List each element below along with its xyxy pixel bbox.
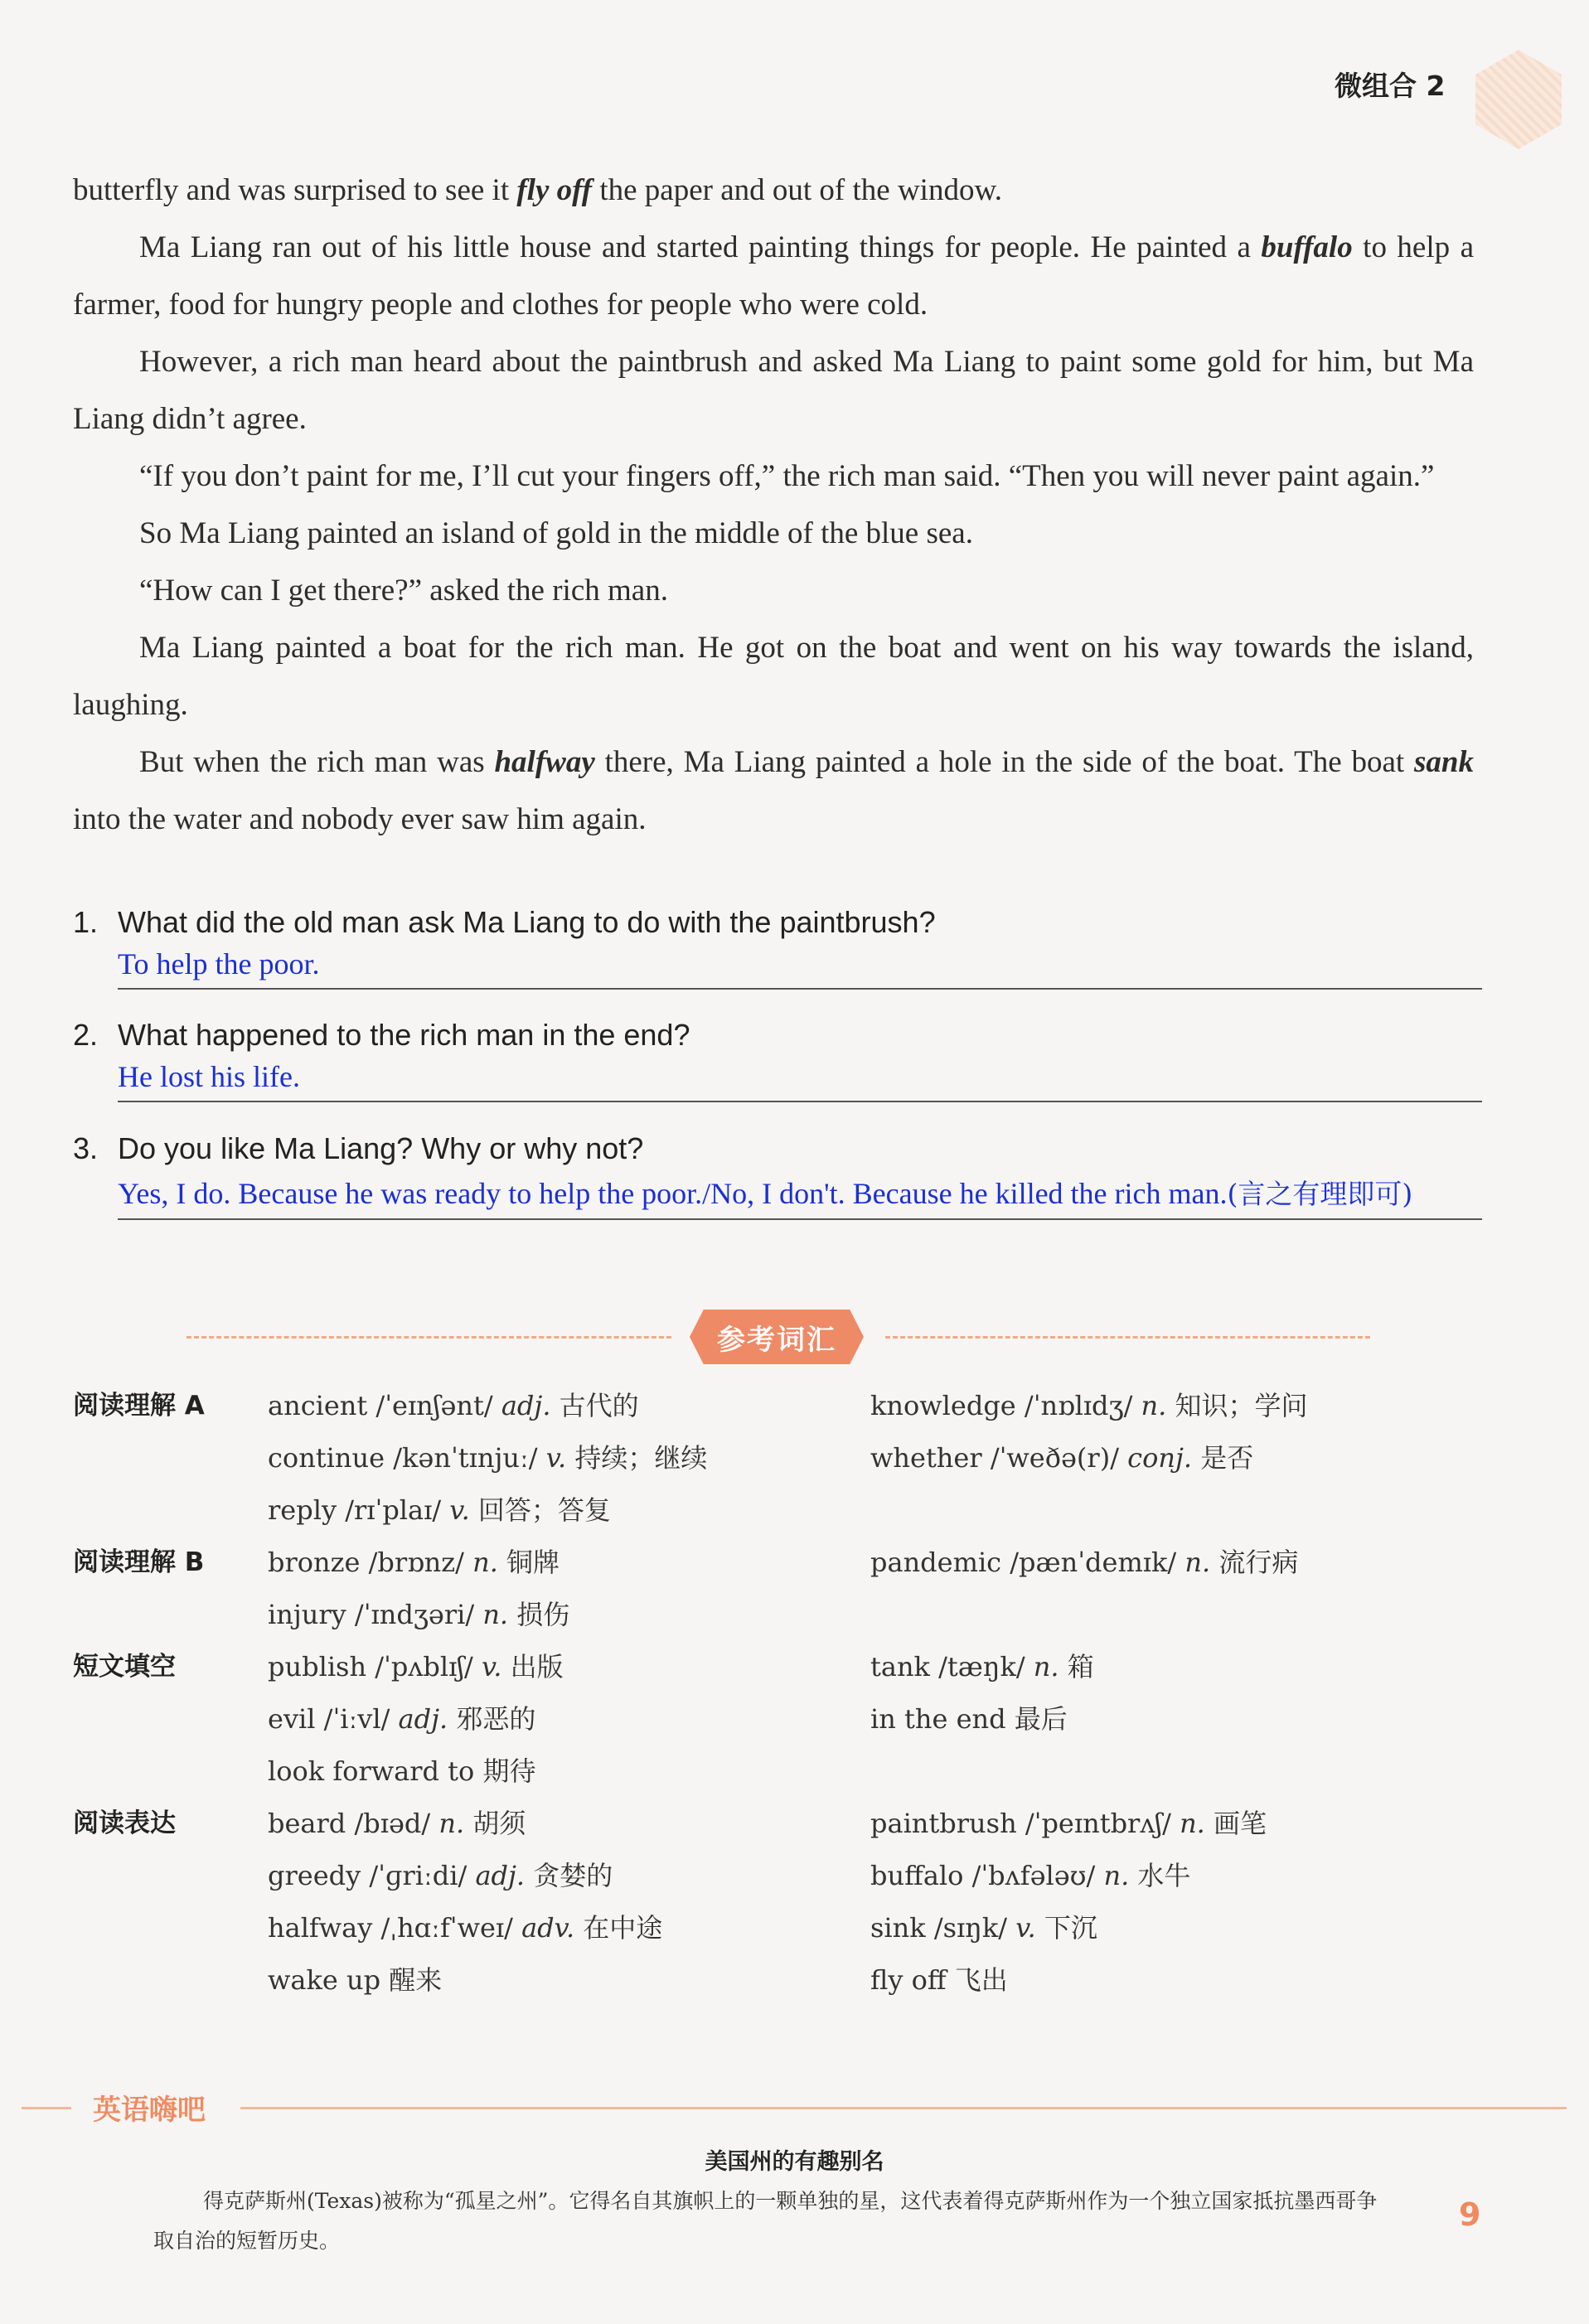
vocab-pos: adj. [475,1860,526,1891]
vocab-ipa: /ˈweðə(r)/ [990,1442,1119,1474]
vocab-meaning: 飞出 [954,1964,1008,1996]
vocab-entry [268,1589,569,1641]
keyword: fly off [516,173,593,207]
vocab-word: whether [870,1442,982,1474]
question-text: What happened to the rich man in the end? [118,1018,690,1052]
vocab-entry [268,1537,569,1589]
vocab-ipa: /rɪˈplaɪ/ [345,1494,442,1526]
vocab-table [73,1380,1482,2007]
vocab-group [73,1537,1482,1641]
vocab-entry [870,1693,1094,1745]
vocab-group [73,1798,1482,2007]
vocab-word: pandemic [870,1547,1002,1578]
vocab-entry [268,1484,707,1537]
vocab-meaning: 下沉 [1044,1912,1097,1944]
vocab-meaning: 醒来 [389,1964,443,1996]
vocab-group [73,1641,1482,1798]
vocab-word: fly off [870,1964,947,1996]
vocab-word: reply [268,1494,337,1526]
vocab-ipa: /brɒnz/ [368,1547,464,1578]
vocab-category: 阅读理解 A [73,1391,205,1421]
vocab-meaning: 在中途 [583,1912,663,1944]
vocab-word: paintbrush [870,1808,1017,1839]
vocab-ipa: /ˈpeɪntbrʌʃ/ [1025,1808,1171,1839]
vocab-word: knowledge [870,1390,1016,1421]
vocab-word: bronze [268,1547,361,1578]
vocab-word: in the end [870,1703,1006,1735]
vocab-pos: n. [472,1547,498,1578]
answer-line: He lost his life. [118,1059,1482,1102]
reading-passage [73,162,1474,848]
vocab-entry [870,1850,1267,1902]
vocab-pos: n. [1033,1651,1059,1682]
passage-paragraph: Ma Liang painted a boat for the rich man. He got on the boat and went on his way towards the island, laughing. [73,631,1474,722]
vocab-pos: n. [1180,1808,1205,1839]
vocab-meaning: 胡须 [472,1808,526,1839]
vocab-group [73,1380,1482,1537]
vocab-meaning: 水牛 [1137,1860,1191,1891]
vocab-word: sink [870,1912,926,1944]
question-text: Do you like Ma Liang? Why or why not? [118,1131,644,1165]
vocab-pos: n. [1184,1547,1211,1578]
vocab-word: wake up [268,1964,381,1996]
vocab-meaning: 邪恶的 [456,1703,536,1735]
vocab-pos: n. [438,1808,465,1839]
vocab-ipa: /ˈiːvl/ [323,1703,390,1735]
vocab-entry [268,1745,564,1798]
vocab-word: evil [268,1703,316,1735]
keyword: halfway [494,745,595,779]
question-2 [73,1018,1482,1102]
banner-divider [22,2107,71,2109]
banner-divider [240,2107,1567,2109]
question-number: 1. [73,905,99,939]
vocab-ipa: /sɪŋk/ [933,1912,1008,1944]
vocab-word: greedy [268,1860,361,1891]
vocab-word: beard [268,1808,346,1839]
passage-paragraph: However, a rich man heard about the paintbrush and asked Ma Liang to paint some gold for him, but Ma Liang didn’t agree. [73,345,1474,436]
answer-line: To help the poor. [118,947,1482,990]
vocab-pos: adv. [521,1912,575,1944]
vocab-pos: v. [1015,1912,1036,1944]
hexagon-decoration-icon [1475,50,1562,149]
vocab-ipa: /pænˈdemɪk/ [1010,1547,1177,1578]
vocab-pos: v. [449,1494,470,1526]
vocab-entry [870,1902,1267,1954]
section-tag: 微组合 2 [1335,70,1446,102]
passage-paragraph: “If you don’t paint for me, I’ll cut your fingers off,” the rich man said. “Then you will never paint again.” [139,459,1435,493]
vocab-meaning: 回答；答复 [477,1494,611,1526]
page-number: 9 [1459,2196,1481,2233]
answer-note: (言之有理即可) [1227,1178,1413,1210]
passage-paragraph: But when the rich man was halfway there, Ma Liang painted a hole in the side of the boat. The boat sank into the water and nobody ever saw him again. [73,745,1474,836]
vocab-entry [268,1432,707,1484]
vocab-meaning: 最后 [1014,1703,1068,1735]
question-3 [73,1131,1482,1220]
vocab-pos: n. [1141,1390,1167,1421]
vocab-entry [268,1954,662,2007]
vocab-section-title: 参考词汇 [690,1310,864,1364]
vocab-entry [268,1850,662,1902]
vocab-word: continue [268,1442,385,1474]
vocab-entry [870,1537,1298,1589]
vocab-pos: v. [545,1442,567,1474]
vocab-ipa: /bɪəd/ [354,1808,431,1839]
vocab-word: halfway [268,1912,373,1944]
vocab-ipa: /ˈpʌblɪʃ/ [375,1651,473,1682]
vocab-ipa: /kənˈtɪnjuː/ [393,1442,538,1474]
banner-label: 英语嗨吧 [93,2094,206,2127]
vocab-entry [870,1380,1308,1432]
vocab-meaning: 流行病 [1218,1547,1299,1578]
keyword: buffalo [1261,230,1353,264]
vocab-ipa: /tæŋk/ [938,1651,1025,1682]
vocab-entry [870,1432,1308,1484]
vocab-meaning: 画笔 [1214,1808,1267,1839]
fun-fact-title: 美国州的有趣别名 [705,2149,884,2175]
divider-left [187,1336,671,1339]
answer-line: Yes, I do. Because he was ready to help the poor./No, I don't. Because he killed the rich man.(言之有理即可) [118,1173,1482,1220]
vocab-meaning: 箱 [1067,1651,1094,1682]
question-1 [73,905,1482,990]
vocab-meaning: 期待 [482,1755,536,1787]
vocab-category: 阅读表达 [73,1808,176,1838]
vocab-entry [870,1954,1267,2007]
keyword: sank [1414,745,1474,779]
vocab-meaning: 出版 [510,1651,564,1682]
vocab-ipa: /ˌhɑːfˈweɪ/ [380,1912,513,1944]
vocab-word: look forward to [268,1755,475,1787]
vocab-pos: n. [482,1599,509,1630]
vocab-word: tank [870,1651,930,1682]
fun-fact-text: 得克萨斯州(Texas)被称为“孤星之州”。它得名自其旗帜上的一颗单独的星，这代表着得克萨斯州作为一个独立国家抵抗墨西哥争取自治的短暂历史。 [153,2189,1378,2253]
vocab-pos: v. [481,1651,502,1682]
vocab-meaning: 贪婪的 [533,1860,613,1891]
vocab-category: 短文填空 [73,1652,176,1682]
passage-paragraph: Ma Liang ran out of his little house and started painting things for people. He painted a buffalo to help a farmer, food for hungry people and clothes for people who were cold. [73,230,1475,322]
vocab-word: buffalo [870,1860,964,1891]
vocab-pos: adj. [398,1703,448,1735]
question-number: 3. [73,1131,99,1165]
vocab-meaning: 是否 [1200,1442,1254,1474]
vocab-entry [268,1693,564,1745]
vocab-meaning: 持续；继续 [574,1442,708,1474]
vocab-meaning: 知识；学问 [1175,1390,1308,1421]
vocab-ipa: /ˈɡriːdi/ [369,1860,467,1891]
vocab-pos: n. [1103,1860,1130,1891]
vocab-meaning: 铜牌 [506,1547,560,1578]
vocab-entry [268,1380,707,1432]
vocab-ipa: /ˈbʌfələʊ/ [971,1860,1096,1891]
vocab-word: injury [268,1599,346,1630]
vocab-word: publish [268,1651,367,1682]
vocab-category: 阅读理解 B [73,1547,205,1577]
passage-paragraph: “How can I get there?” asked the rich man. [139,574,668,608]
question-text: What did the old man ask Ma Liang to do with the paintbrush? [118,905,936,939]
vocab-entry [268,1798,662,1850]
vocab-meaning: 古代的 [559,1390,639,1421]
vocab-ipa: /ˈnɒlɪdʒ/ [1024,1390,1133,1421]
question-number: 2. [73,1018,99,1052]
divider-right [885,1336,1370,1339]
vocab-word: ancient [268,1390,368,1421]
passage-paragraph: So Ma Liang painted an island of gold in the middle of the blue sea. [139,516,973,550]
vocab-meaning: 损伤 [516,1599,570,1630]
vocab-ipa: /ˈeɪnʃənt/ [375,1390,493,1421]
vocab-entry [268,1902,662,1954]
vocab-entry [870,1798,1267,1850]
vocab-entry [870,1641,1094,1693]
passage-paragraph: butterfly and was surprised to see it fly off the paper and out of the window. [73,173,1003,207]
vocab-pos: adj. [501,1390,551,1421]
vocab-pos: conj. [1127,1442,1193,1474]
vocab-ipa: /ˈɪndʒəri/ [354,1599,475,1630]
vocab-entry [268,1641,564,1693]
